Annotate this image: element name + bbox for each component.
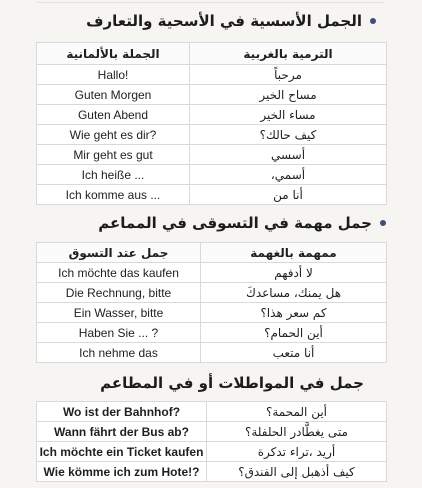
german-phrase-cell: Ich komme aus ...	[37, 185, 190, 205]
german-phrase-cell: Wann fährt der Bus ab?	[37, 422, 207, 442]
german-column-header: جمل عتد التسوق	[37, 243, 201, 263]
table-row	[37, 165, 387, 185]
section3-heading-text: جمل في المواطلات أو في المطاعم	[100, 374, 364, 392]
german-phrase-cell: Guten Morgen	[37, 85, 190, 105]
table-row	[37, 283, 387, 303]
table-header-row	[37, 243, 387, 263]
german-phrase-cell: Wie geht es dir?	[37, 125, 190, 145]
bullet-icon	[370, 18, 376, 24]
top-divider	[36, 0, 384, 3]
table-row	[37, 185, 387, 205]
table-row	[37, 85, 387, 105]
arabic-translation-cell: أنا من	[190, 185, 387, 205]
arabic-translation-cell: أين الحمام؟	[201, 323, 387, 343]
table-row	[37, 263, 387, 283]
german-phrase-cell: Ich nehme das	[37, 343, 201, 363]
section1-heading-text: الجمل الأسسية في الأسحية والتعارف	[86, 12, 362, 30]
arabic-translation-cell: كيف أذهبل إلى الفندق؟	[207, 462, 387, 482]
section2-heading-text: جمل مهمة في التسوقى في المماعم	[98, 214, 372, 232]
table-row	[37, 422, 387, 442]
bullet-icon	[380, 220, 386, 226]
german-column-header: الجملة بالألمانية	[37, 43, 190, 65]
transport-table	[36, 401, 387, 482]
arabic-translation-cell: مرحباً	[190, 65, 387, 85]
german-phrase-cell: Ich heiße ...	[37, 165, 190, 185]
section3-heading	[100, 374, 364, 392]
table-row	[37, 303, 387, 323]
arabic-translation-cell: أريد ،تراء تدكرة	[207, 442, 387, 462]
german-phrase-cell: Ich möchte ein Ticket kaufen	[37, 442, 207, 462]
section1-heading	[86, 12, 376, 30]
german-phrase-cell: Hallo!	[37, 65, 190, 85]
arabic-translation-cell: متى يغطَّادر الحلفلة؟	[207, 422, 387, 442]
section2-heading	[98, 214, 386, 232]
table-row	[37, 125, 387, 145]
arabic-translation-cell: كم سعر هذا؟	[201, 303, 387, 323]
arabic-translation-cell: كيف حالك؟	[190, 125, 387, 145]
greetings-table	[36, 42, 387, 205]
arabic-translation-cell: مساء الخير	[190, 105, 387, 125]
arabic-translation-cell: أنا متعب	[201, 343, 387, 363]
shopping-table	[36, 242, 387, 363]
arabic-translation-cell: لا أدفهم	[201, 263, 387, 283]
german-phrase-cell: Haben Sie ... ?	[37, 323, 201, 343]
arabic-translation-cell: أين المحمة؟	[207, 402, 387, 422]
german-phrase-cell: Mir geht es gut	[37, 145, 190, 165]
german-phrase-cell: Guten Abend	[37, 105, 190, 125]
table-row	[37, 105, 387, 125]
table-row	[37, 402, 387, 422]
arabic-translation-cell: مساح الخير	[190, 85, 387, 105]
table-row	[37, 65, 387, 85]
table-row	[37, 145, 387, 165]
german-phrase-cell: Die Rechnung, bitte	[37, 283, 201, 303]
arabic-translation-cell: هل يمنك، مساعدكَ	[201, 283, 387, 303]
table-row	[37, 442, 387, 462]
table-header-row	[37, 43, 387, 65]
german-phrase-cell: Wo ist der Bahnhof?	[37, 402, 207, 422]
table-row	[37, 462, 387, 482]
german-phrase-cell: Wie kömme ich zum Hote!?	[37, 462, 207, 482]
arabic-translation-cell: أسمي،	[190, 165, 387, 185]
table-row	[37, 343, 387, 363]
arabic-translation-cell: أسسي	[190, 145, 387, 165]
german-phrase-cell: Ein Wasser, bitte	[37, 303, 201, 323]
german-phrase-cell: Ich möchte das kaufen	[37, 263, 201, 283]
table-row	[37, 323, 387, 343]
arabic-column-header: ممهمة بالغهمة	[201, 243, 387, 263]
arabic-column-header: الترمية بالغربية	[190, 43, 387, 65]
